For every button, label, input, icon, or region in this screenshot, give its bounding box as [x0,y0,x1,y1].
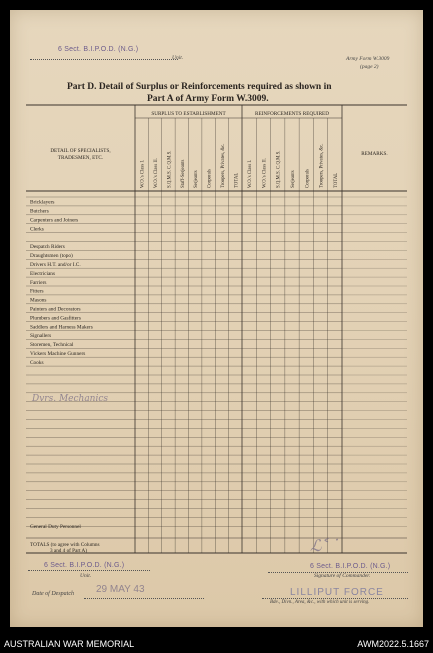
trade-label: Cooks [30,359,44,366]
trade-label: Bricklayers [30,199,55,206]
surplus-column-header: Staff-Serjeants [180,159,186,188]
trade-label: Fitters [30,288,44,295]
trade-label: Electricians [30,270,55,277]
reinforcement-column-header: Troopers, Privates, &c. [319,143,325,188]
handwritten-entry: Dvrs. Mechanics [32,394,109,404]
form-page [10,10,423,627]
totals-label: 3 and 4 of Part A) [50,548,88,554]
trade-label: Masons [30,297,47,304]
detail-table [10,10,423,627]
footer-unit-stamp: 6 Sect. B.I.P.O.D. (N.G.) [44,562,125,569]
surplus-column-header: TOTAL [234,172,240,188]
form-title-line2: Part A of Army Form W.3009. [147,94,269,104]
surplus-column-header: Troopers, Privates, &c. [220,143,226,188]
commander-stamp: 6 Sect. B.I.P.O.D. (N.G.) [310,563,391,570]
footer-unit-line [28,570,150,571]
reinforcement-column-header: TOTAL [333,172,339,188]
reinforcement-column-header: Corporals [305,169,311,188]
trade-label: Carpenters and Joiners [30,217,79,224]
unit-stamp: 6 Sect. B.I.P.O.D. (N.G.) [58,46,139,53]
general-duty-label: General Duty Personnel [30,524,81,530]
trade-label: Saddlers and Harness Makers [30,324,93,331]
archive-name: AUSTRALIAN WAR MEMORIAL [4,639,135,649]
bde-line [262,598,408,599]
surplus-column-header: W.O.'s Class II. [154,158,160,188]
trade-label: Signallers [30,333,52,340]
date-stamp: 29 MAY 43 [96,584,145,595]
surplus-column-header: S.Q.M.S. C.Q.M.S. [167,150,173,188]
trade-label: Drivers H.T. and/or I.C. [30,262,81,268]
archive-caption-bar [0,631,433,653]
reinforcement-column-header: S.Q.M.S. C.Q.M.S. [276,150,282,188]
surplus-column-header: Corporals [207,169,213,188]
bde-label: Bde., Divn., Area, &c., with which unit is serving. [270,600,370,605]
trade-label: Farriers [30,279,47,286]
reinforcements-header: REINFORCEMENTS REQUIRED [255,111,329,117]
trade-label: Storemen, Technical [30,342,74,349]
form-title-line1: Part D. Detail of Surplus or Reinforcements required as shown in [67,82,332,92]
force-stamp: LILLIPUT FORCE [290,587,384,598]
unit-label: Unit. [172,55,184,61]
page-reference: (page 2) [360,64,379,70]
signature-label: Signature of Commander. [314,573,371,579]
trade-label: Plumbers and Gasfitters [30,315,81,322]
surplus-column-header: W.O.'s Class I. [140,159,146,188]
trade-label: Despatch Riders [30,244,65,251]
archive-reference: AWM2022.5.1667 [357,639,429,649]
detail-header: TRADESMEN, ETC. [57,155,104,161]
footer-unit-label: Unit. [80,573,92,579]
form-reference: Army Form W.3009 [346,56,390,62]
reinforcement-column-header: W.O.'s Class I. [248,159,254,188]
reinforcement-column-header: W.O.'s Class II. [262,158,268,188]
date-label: Date of Despatch [32,591,74,597]
surplus-header: SURPLUS TO ESTABLISHMENT [151,111,226,117]
date-line [84,598,204,599]
trade-label: Draughtsmen (topo) [30,253,73,260]
remarks-header: REMARKS. [361,151,388,157]
surplus-column-header: Serjeants [194,170,200,188]
trade-label: Clerks [30,226,44,233]
detail-header: DETAIL OF SPECIALISTS, [50,148,111,154]
trade-label: Painters and Decorators [30,306,81,313]
reinforcement-column-header: Serjeants [291,170,296,188]
trade-label: Butchers [30,208,49,215]
trade-label: Vickers Machine Gunners [30,351,86,357]
totals-label: TOTALS (to agree with Columns [30,542,100,548]
commander-signature: ℒ˂˙ [310,536,341,555]
